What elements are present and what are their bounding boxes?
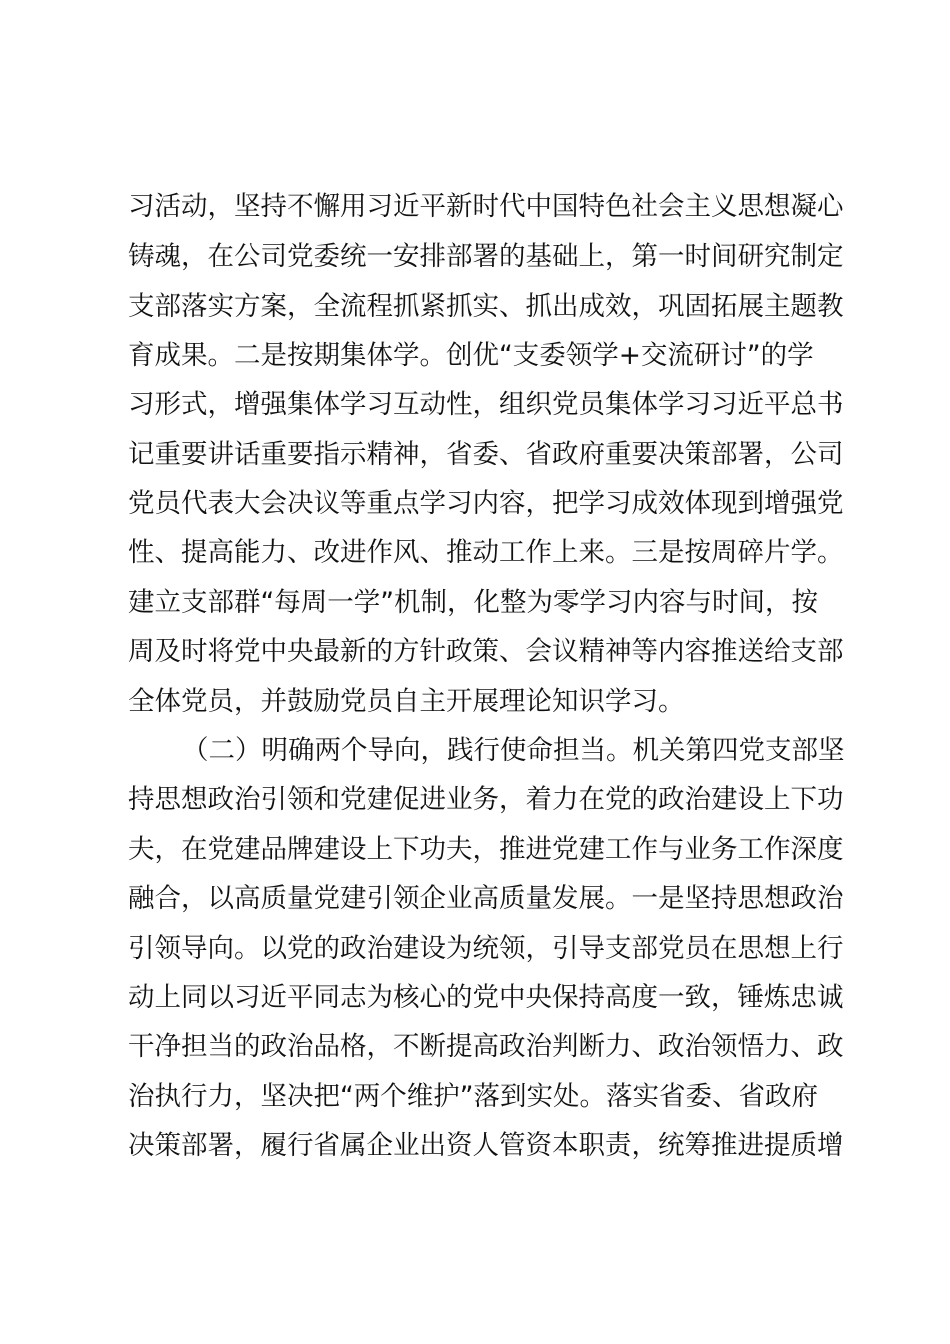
text-line-19: 治执行力，坚决把“两个维护”落到实处。落实省委、省政府 bbox=[128, 1081, 818, 1112]
text-line-20: 决策部署，履行省属企业出资人管资本职责，统筹推进提质增 bbox=[128, 1130, 844, 1161]
text-line-1: 习活动，坚持不懈用习近平新时代中国特色社会主义思想凝心 bbox=[128, 191, 844, 222]
text-line-6: 记重要讲话重要指示精神，省委、省政府重要决策部署，公司 bbox=[128, 439, 844, 470]
text-line-15: 融合，以高质量党建引领企业高质量发展。一是坚持思想政治 bbox=[128, 883, 844, 914]
text-line-7: 党员代表大会决议等重点学习内容，把学习成效体现到增强党 bbox=[128, 488, 844, 519]
text-line-5: 习形式，增强集体学习互动性，组织党员集体学习习近平总书 bbox=[128, 389, 844, 420]
text-line-4: 育成果。二是按期集体学。创优“支委领学+交流研讨”的学 bbox=[128, 340, 814, 371]
text-line-18: 干净担当的政治品格，不断提高政治判断力、政治领悟力、政 bbox=[128, 1031, 844, 1062]
text-line-9: 建立支部群“每周一学”机制，化整为零学习内容与时间，按 bbox=[128, 587, 818, 618]
text-line-8: 性、提高能力、改进作风、推动工作上来。三是按周碎片学。 bbox=[128, 537, 844, 568]
text-line-17: 动上同以习近平同志为核心的党中央保持高度一致，锤炼忠诚 bbox=[128, 982, 844, 1013]
text-line-2: 铸魂，在公司党委统一安排部署的基础上，第一时间研究制定 bbox=[128, 241, 844, 272]
text-line-12: （二）明确两个导向，践行使命担当。机关第四党支部坚 bbox=[182, 735, 845, 766]
text-line-3: 支部落实方案，全流程抓紧抓实、抓出成效，巩固拓展主题教 bbox=[128, 291, 844, 322]
text-line-10: 周及时将党中央最新的方针政策、会议精神等内容推送给支部 bbox=[128, 636, 844, 667]
text-line-16: 引领导向。以党的政治建设为统领，引导支部党员在思想上行 bbox=[128, 933, 844, 964]
text-line-13: 持思想政治引领和党建促进业务，着力在党的政治建设上下功 bbox=[128, 784, 844, 815]
text-line-14: 夫，在党建品牌建设上下功夫，推进党建工作与业务工作深度 bbox=[128, 834, 844, 865]
text-line-11: 全体党员，并鼓励党员自主开展理论知识学习。 bbox=[128, 686, 685, 717]
